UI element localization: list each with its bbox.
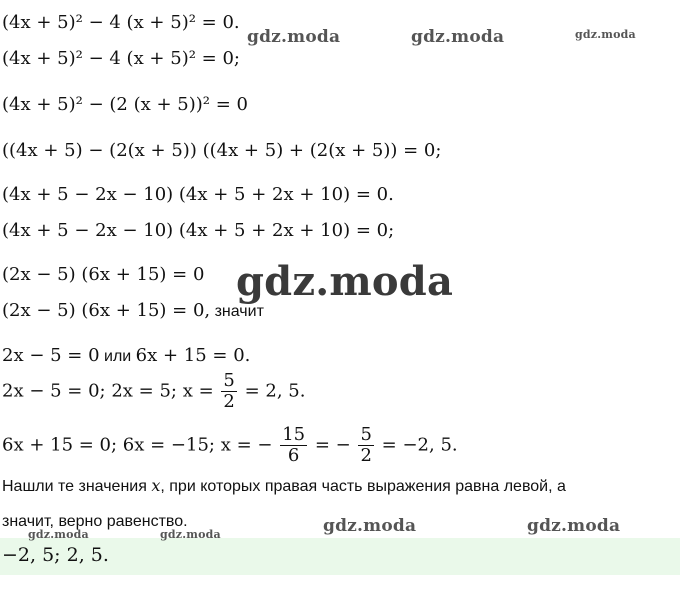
equation-line-6: (4x + 5 − 2x − 10) (4x + 5 + 2x + 10) = 0;: [2, 220, 395, 241]
equation-line-9: [2, 345, 250, 368]
watermark: gdz.moda: [28, 528, 89, 541]
equation-11-left: 6x + 15 = 0; 6x = −15; x = −: [2, 434, 273, 456]
explanation-line-1: [2, 476, 566, 496]
explanation-part-2: , при которых правая часть выражения равна левой, а: [160, 478, 566, 495]
answer-text: −2, 5; 2, 5.: [2, 544, 109, 566]
answer-box: [0, 538, 680, 575]
equation-8-text: значит: [210, 303, 264, 320]
equation-line-4: ((4x + 5) − (2(x + 5)) ((4x + 5) + (2(x + 5)) = 0;: [2, 140, 442, 161]
equation-line-1: (4x + 5)² − 4 (x + 5)² = 0.: [2, 12, 240, 33]
equation-line-3: (4x + 5)² − (2 (x + 5))² = 0: [2, 94, 248, 115]
watermark: gdz.moda: [527, 516, 621, 536]
watermark: gdz.moda: [411, 27, 505, 47]
equation-9-second: 6x + 15 = 0.: [135, 345, 251, 366]
fraction-numerator: 5: [360, 424, 372, 445]
fraction-denominator: 6: [287, 445, 300, 466]
fraction-numerator: 5: [223, 370, 235, 391]
equation-line-5: (4x + 5 − 2x − 10) (4x + 5 + 2x + 10) = 0.: [2, 184, 394, 205]
watermark: gdz.moda: [575, 28, 636, 41]
explanation-part-1: Нашли те значения: [2, 478, 152, 495]
equation-line-7: (2x − 5) (6x + 15) = 0: [2, 264, 205, 285]
explanation-line-2: значит, верно равенство.: [2, 513, 188, 530]
equation-line-8: [2, 300, 264, 323]
equation-line-2: (4x + 5)² − 4 (x + 5)² = 0;: [2, 48, 240, 69]
explanation-variable: x: [151, 476, 161, 495]
equation-line-10: [2, 371, 305, 412]
equation-10-left: 2x − 5 = 0; 2x = 5; x =: [2, 380, 214, 402]
watermark: gdz.moda: [323, 516, 417, 536]
equation-11-mid: = −: [314, 434, 351, 456]
fraction-denominator: 2: [223, 391, 235, 412]
watermark: gdz.moda: [247, 27, 341, 47]
fraction-5-2: [221, 371, 236, 412]
fraction-15-6: [280, 425, 307, 466]
equation-10-right: = 2, 5.: [244, 380, 306, 402]
equation-9-first: 2x − 5 = 0: [2, 345, 100, 366]
equation-8-math: (2x − 5) (6x + 15) = 0,: [2, 300, 211, 321]
equation-line-11: [2, 425, 458, 466]
watermark: gdz.moda: [160, 528, 221, 541]
watermark-large: gdz.moda: [236, 258, 454, 305]
fraction-denominator: 2: [360, 445, 372, 466]
equation-9-or: или: [99, 348, 136, 365]
fraction-numerator: 15: [282, 424, 306, 445]
fraction-5-2: [358, 425, 373, 466]
equation-11-right: = −2, 5.: [381, 434, 458, 456]
